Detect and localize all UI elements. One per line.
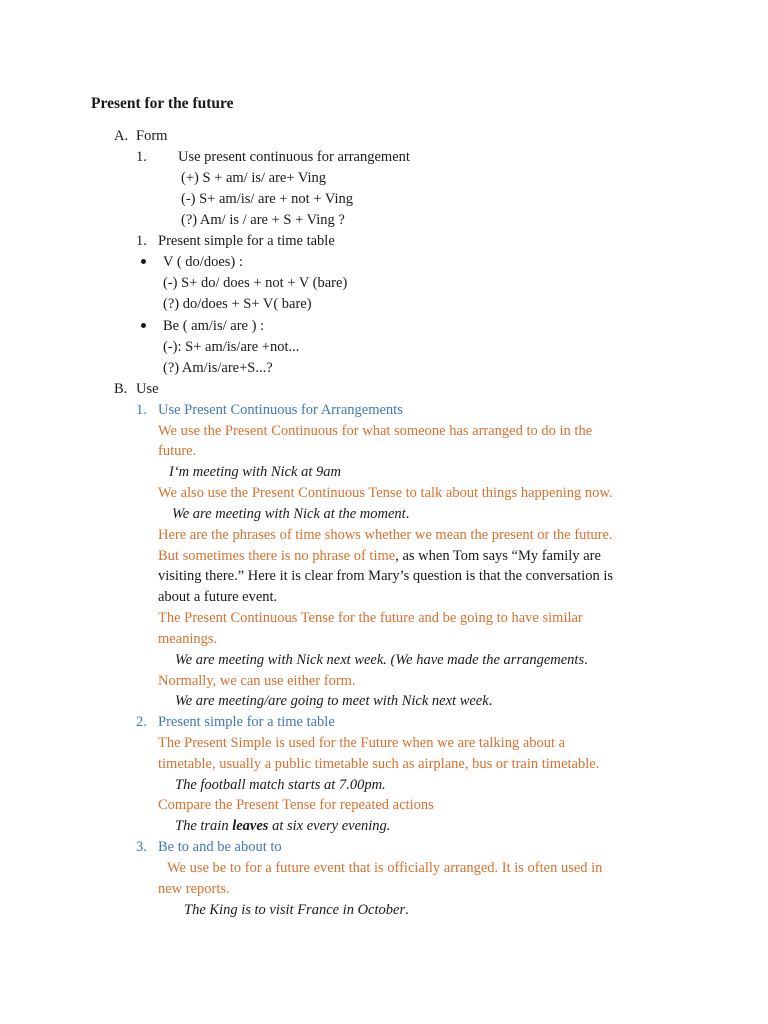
body-line: meanings. bbox=[158, 631, 218, 647]
body-line bbox=[158, 546, 601, 566]
sub1-heading: Use Present Continuous for Arrangements bbox=[158, 402, 403, 418]
body-line: about a future event. bbox=[158, 589, 278, 605]
example-line bbox=[184, 900, 409, 920]
sub3-number: 3. bbox=[136, 839, 147, 855]
section-b-label: B. bbox=[114, 381, 128, 397]
sub1-number: 1. bbox=[136, 402, 147, 418]
example-line bbox=[172, 504, 409, 524]
body-text: , as when Tom says “My family are bbox=[395, 548, 601, 564]
page-title: Present for the future bbox=[91, 95, 234, 112]
example-period: . bbox=[488, 693, 493, 709]
example-period: . bbox=[405, 902, 409, 918]
body-line: We use the Present Continuous for what someone has arranged to do in the bbox=[158, 423, 593, 439]
sub3-heading: Be to and be about to bbox=[158, 839, 282, 855]
body-line: Compare the Present Tense for repeated actions bbox=[158, 797, 434, 813]
example-text: We are meeting with Nick at the moment bbox=[172, 506, 406, 522]
bullet2-text: Be ( am/is/ are ) : bbox=[163, 318, 265, 334]
body-line: new reports. bbox=[158, 881, 230, 897]
example-period: . bbox=[584, 652, 588, 668]
example-line bbox=[175, 650, 588, 670]
body-line: future. bbox=[158, 443, 197, 459]
section-b-heading: Use bbox=[136, 381, 159, 397]
example-text: at six every evening. bbox=[268, 818, 391, 834]
item1-text: Use present continuous for arrangement bbox=[178, 149, 410, 165]
example-text: We are meeting/are going to meet with Nick next week bbox=[175, 693, 489, 709]
sub2-heading: Present simple for a time table bbox=[158, 714, 335, 730]
section-a-label: A. bbox=[114, 128, 129, 144]
body-line: Here are the phrases of time shows whether we mean the present or the future. bbox=[158, 527, 613, 543]
example-line bbox=[175, 691, 492, 711]
body-line: visiting there.” Here it is clear from Mary’s question is that the conversation is bbox=[158, 568, 614, 584]
form-line: (-) S+ do/ does + not + V (bare) bbox=[163, 275, 348, 291]
form-line: (?) Am/is/are+S...? bbox=[163, 360, 273, 376]
body-line: timetable, usually a public timetable such as airplane, bus or train timetable. bbox=[158, 756, 600, 772]
form-line: (-) S+ am/is/ are + not + Ving bbox=[181, 191, 353, 207]
example-line bbox=[175, 816, 390, 836]
form-line: (?) Am/ is / are + S + Ving ? bbox=[181, 212, 345, 228]
example-text: The train bbox=[175, 818, 233, 834]
body-line: We also use the Present Continuous Tense to talk about things happening now. bbox=[158, 485, 613, 501]
example-text: The King is to visit France in October bbox=[184, 902, 406, 918]
example-text: We are meeting with Nick next week. (We have made the arrangements bbox=[175, 652, 585, 668]
bullet1-text: V ( do/does) : bbox=[163, 254, 243, 270]
body-line: The Present Continuous Tense for the future and be going to have similar bbox=[158, 610, 583, 626]
item2-text: Present simple for a time table bbox=[158, 233, 335, 249]
form-line: (+) S + am/ is/ are+ Ving bbox=[181, 170, 327, 186]
example-line: I‘m meeting with Nick at 9am bbox=[169, 464, 341, 480]
example-line: The football match starts at 7.00pm. bbox=[175, 777, 386, 793]
item2-number: 1. bbox=[136, 233, 147, 249]
example-emphasis: leaves bbox=[232, 818, 269, 834]
body-line: Normally, we can use either form. bbox=[158, 673, 356, 689]
form-line: (?) do/does + S+ V( bare) bbox=[163, 296, 312, 312]
body-line: We use be to for a future event that is officially arranged. It is often used in bbox=[167, 860, 603, 876]
bullet-icon bbox=[141, 259, 146, 264]
body-text-highlight: But sometimes there is no phrase of time bbox=[158, 548, 396, 564]
example-period: . bbox=[405, 506, 410, 522]
sub2-number: 2. bbox=[136, 714, 147, 730]
form-line: (-): S+ am/is/are +not... bbox=[163, 339, 300, 355]
body-line: The Present Simple is used for the Future when we are talking about a bbox=[158, 735, 566, 751]
section-a-heading: Form bbox=[136, 128, 168, 144]
item1-number: 1. bbox=[136, 149, 147, 165]
bullet-icon bbox=[141, 323, 146, 328]
